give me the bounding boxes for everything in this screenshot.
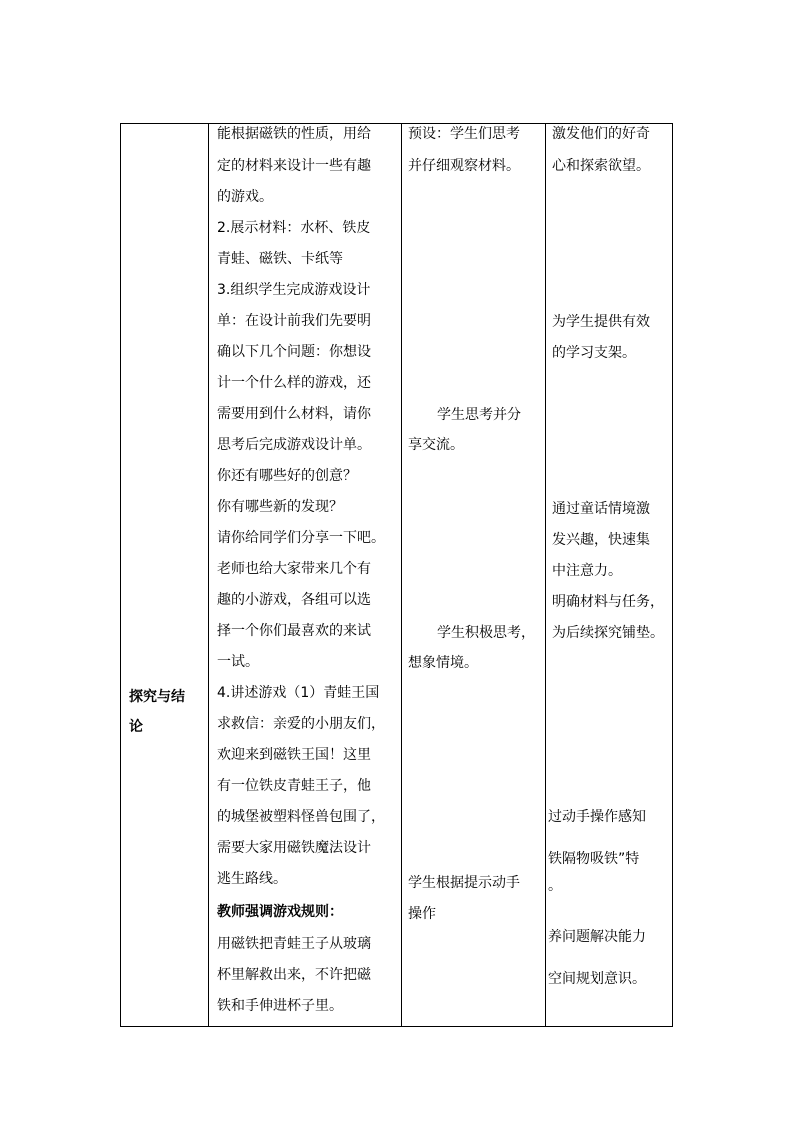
teacher-line: 趣的小游戏，各组可以选 [217, 592, 371, 608]
teacher-line: 有一位铁皮青蛙王子，他 [217, 778, 371, 794]
student-line: 预设：学生们思考 [408, 126, 520, 142]
teacher-line: 的游戏。 [217, 189, 273, 205]
teacher-line: 你有哪些新的发现？ [217, 499, 343, 515]
teacher-line: 铁和手伸进杯子里。 [217, 998, 343, 1014]
teacher-line: 用磁铁把青蛙王子从玻璃 [217, 936, 371, 952]
teacher-line: 老师也给大家带来几个有 [217, 561, 371, 577]
teacher-line: 欢迎来到磁铁王国！这里 [217, 747, 371, 763]
intent-line: 养问题解决能力 [548, 929, 646, 945]
column-divider [401, 124, 402, 1026]
teacher-line: 青蛙、磁铁、卡纸等 [217, 251, 343, 267]
teacher-line: 能根据磁铁的性质，用给 [217, 126, 371, 142]
intent-line: 激发他们的好奇 [552, 126, 650, 142]
teacher-line: 思考后完成游戏设计单。 [217, 437, 371, 453]
teacher-line: 确以下几个问题：你想设 [217, 344, 371, 360]
teacher-line: 需要大家用磁铁魔法设计 [217, 840, 371, 856]
intent-line: 空间规划意识。 [548, 971, 646, 987]
student-line: 享交流。 [408, 437, 464, 453]
student-line: 并仔细观察材料。 [408, 158, 520, 174]
student-line: 学生根据提示动手 [408, 875, 520, 891]
teacher-line: 逃生路线。 [217, 871, 287, 887]
intent-line: 铁隔物吸铁”特 [548, 851, 640, 867]
teacher-line: 计一个什么样的游戏，还 [217, 375, 371, 391]
section-label-cell [129, 682, 207, 742]
intent-line: 通过童话情境激 [552, 501, 650, 517]
teacher-line: 一试。 [217, 654, 259, 670]
column-divider [208, 124, 209, 1026]
teacher-line: 择一个你们最喜欢的来试 [217, 623, 371, 639]
teacher-line: 的城堡被塑料怪兽包围了， [217, 809, 385, 825]
student-line: 学生思考并分 [437, 407, 521, 423]
teacher-line: 3.组织学生完成游戏设计 [217, 282, 371, 298]
teacher-line: 定的材料来设计一些有趣 [217, 158, 371, 174]
teacher-line: 4.讲述游戏（1）青蛙王国 [217, 685, 380, 701]
teacher-line: 请你给同学们分享一下吧。 [217, 530, 385, 546]
intent-line: 心和探索欲望。 [552, 158, 650, 174]
intent-line: 为后续探究铺垫。 [552, 625, 664, 641]
section-label-line: 论 [129, 719, 143, 735]
teacher-line: 杯里解救出来，不许把磁 [217, 967, 371, 983]
teacher-line: 2.展示材料：水杯、铁皮 [217, 220, 371, 236]
intent-line: 明确材料与任务， [552, 594, 664, 610]
column-divider [545, 124, 546, 1026]
student-line: 操作 [408, 906, 436, 922]
intent-line: 的学习支架。 [552, 345, 636, 361]
intent-line: 。 [548, 878, 562, 894]
teacher-line: 需要用到什么材料，请你 [217, 406, 371, 422]
student-line: 想象情境。 [408, 655, 478, 671]
section-label-line: 探究与结 [129, 689, 185, 705]
teacher-line: 求救信：亲爱的小朋友们， [217, 716, 385, 732]
intent-line: 过动手操作感知 [548, 809, 646, 825]
student-line: 学生积极思考， [437, 625, 535, 641]
teacher-line: 单：在设计前我们先要明 [217, 313, 371, 329]
game-rules-heading: 教师强调游戏规则： [217, 904, 343, 920]
intent-line: 中注意力。 [552, 563, 622, 579]
intent-line: 为学生提供有效 [552, 314, 650, 330]
lesson-plan-table [120, 123, 673, 1027]
intent-line: 发兴趣，快速集 [552, 532, 650, 548]
teacher-line: 你还有哪些好的创意？ [217, 468, 357, 484]
